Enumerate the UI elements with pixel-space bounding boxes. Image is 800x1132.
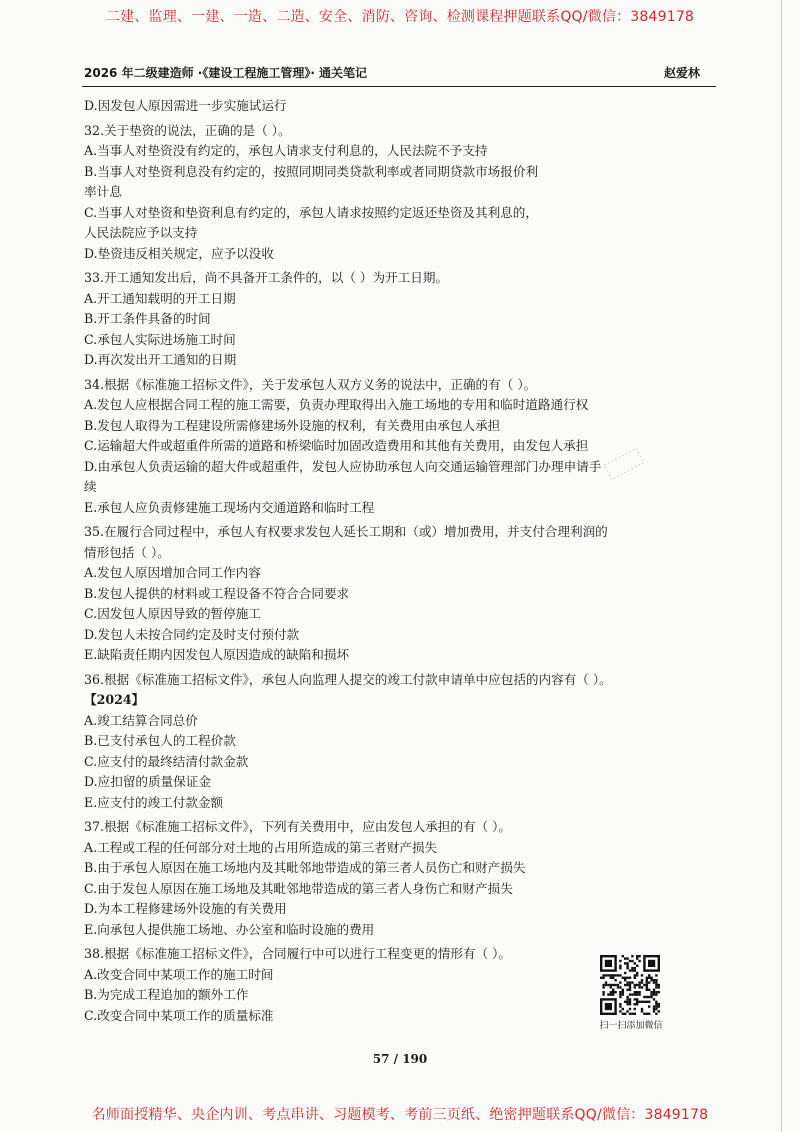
answer-option: C.运输超大件或超重件所需的道路和桥梁临时加固改造费用和其他有关费用，由发包人承担 <box>84 438 589 453</box>
year-tag: 【2024】 <box>84 692 145 707</box>
answer-option: D.由承包人负责运输的超大件或超重件，发包人应协助承包人向交通运输管理部门办理申请手 <box>84 458 602 474</box>
top-promo-banner: 二建、监理、一建、一造、二造、安全、消防、咨询、检测课程押题联系QQ/微信：3849178 <box>105 9 695 25</box>
question-stem: 37.根据《标准施工招标文件》，下列有关费用中，应由发包人承担的有（ ）。 <box>84 819 512 834</box>
answer-option: B.当事人对垫资利息没有约定的，按照同期同类贷款利率或者同期贷款市场报价利 <box>84 163 539 179</box>
answer-option: A.工程或工程的任何部分对土地的占用所造成的第三者财产损失 <box>84 839 438 855</box>
answer-option: E.承包人应负责修建施工现场内交通道路和临时工程 <box>84 499 375 515</box>
answer-option: C.应支付的最终结清付款金款 <box>84 753 249 769</box>
answer-option: E.缺陷责任期内因发包人原因造成的缺陷和损坏 <box>84 647 350 662</box>
question-stem: 34.根据《标准施工招标文件》，关于发承包人双方义务的说法中，正确的有（ ）。 <box>84 376 537 392</box>
answer-option: 率计息 <box>84 184 122 199</box>
answer-option: C.当事人对垫资和垫资利息有约定的，承包人请求按照约定返还垫资及其利息的， <box>84 204 538 220</box>
scan-edge-line <box>781 0 782 1132</box>
question-stem: 33.开工通知发出后，尚不具备开工条件的，以（ ）为开工日期。 <box>84 270 449 285</box>
answer-option: C.因发包人原因导致的暂停施工 <box>84 606 261 621</box>
question-stem: 36.根据《标准施工招标文件》，承包人向监理人提交的竣工付款申请单中应包括的内容有（ ）。 <box>84 671 612 687</box>
answer-option: D.垫资违反相关规定，应予以没收 <box>84 245 274 261</box>
running-header-author: 赵爱林 <box>663 66 700 80</box>
wechat-qr-code <box>600 955 660 1015</box>
question-content <box>84 96 674 1026</box>
question-stem: 38.根据《标准施工招标文件》，合同履行中可以进行工程变更的情形有（ ）。 <box>84 946 512 961</box>
answer-option: C.改变合同中某项工作的质量标准 <box>84 1007 274 1023</box>
answer-option: D.为本工程修建场外设施的有关费用 <box>84 901 287 916</box>
answer-option: B.已支付承包人的工程价款 <box>84 733 236 748</box>
answer-option: B.发包人提供的材料或工程设备不符合合同要求 <box>84 585 350 601</box>
answer-option: 续 <box>84 479 97 494</box>
question-stem: 35.在履行合同过程中，承包人有权要求发包人延长工期和（或）增加费用，并支付合理利润的 <box>84 524 608 539</box>
header-rule <box>82 86 716 87</box>
answer-option: A.当事人对垫资没有约定的，承包人请求支付利息的，人民法院不予支持 <box>84 143 488 158</box>
answer-option: D.因发包人原因需进一步实施试运行 <box>84 98 287 113</box>
answer-option: B.为完成工程追加的额外工作 <box>84 987 249 1002</box>
answer-option: A.发包人原因增加合同工作内容 <box>84 565 261 580</box>
answer-option: D.应扣留的质量保证金 <box>84 774 211 789</box>
answer-option: C.由于发包人原因在施工场地及其毗邻地带造成的第三者人身伤亡和财产损失 <box>84 880 513 896</box>
answer-option: 人民法院应予以支持 <box>84 225 198 240</box>
answer-option: C.承包人实际进场施工时间 <box>84 331 236 347</box>
answer-option: 情形包括（ ）。 <box>84 544 170 560</box>
answer-option: A.发包人应根据合同工程的施工需要，负责办理取得出入施工场地的专用和临时道路通行权 <box>84 397 589 412</box>
answer-option: A.改变合同中某项工作的施工时间 <box>84 966 274 982</box>
answer-option: E.向承包人提供施工场地、办公室和临时设施的费用 <box>84 921 375 937</box>
qr-caption: 扫一扫添加微信 <box>599 1021 663 1031</box>
running-header-title: 2026 年二级建造师 ·《建设工程施工管理》· 通关笔记 <box>84 66 368 80</box>
answer-option: A.竣工结算合同总价 <box>84 712 198 728</box>
answer-option: A.开工通知载明的开工日期 <box>84 290 236 306</box>
bottom-promo-banner: 名师面授精华、央企内训、考点串讲、习题模考、考前三页纸、绝密押题联系QQ/微信：3849178 <box>91 1107 709 1123</box>
answer-option: D.再次发出开工通知的日期 <box>84 352 237 367</box>
question-stem: 32.关于垫资的说法，正确的是（ ）。 <box>84 122 291 138</box>
answer-option: D.发包人未按合同约定及时支付预付款 <box>84 626 300 642</box>
answer-option: B.开工条件具备的时间 <box>84 311 211 326</box>
answer-option: B.由于承包人原因在施工场地内及其毗邻地带造成的第三者人员伤亡和财产损失 <box>84 860 526 875</box>
page-number: 57 / 190 <box>372 1052 428 1066</box>
answer-option: E.应支付的竣工付款金额 <box>84 794 224 810</box>
answer-option: B.发包人取得为工程建设所需修建场外设施的权利，有关费用由承包人承担 <box>84 417 501 433</box>
